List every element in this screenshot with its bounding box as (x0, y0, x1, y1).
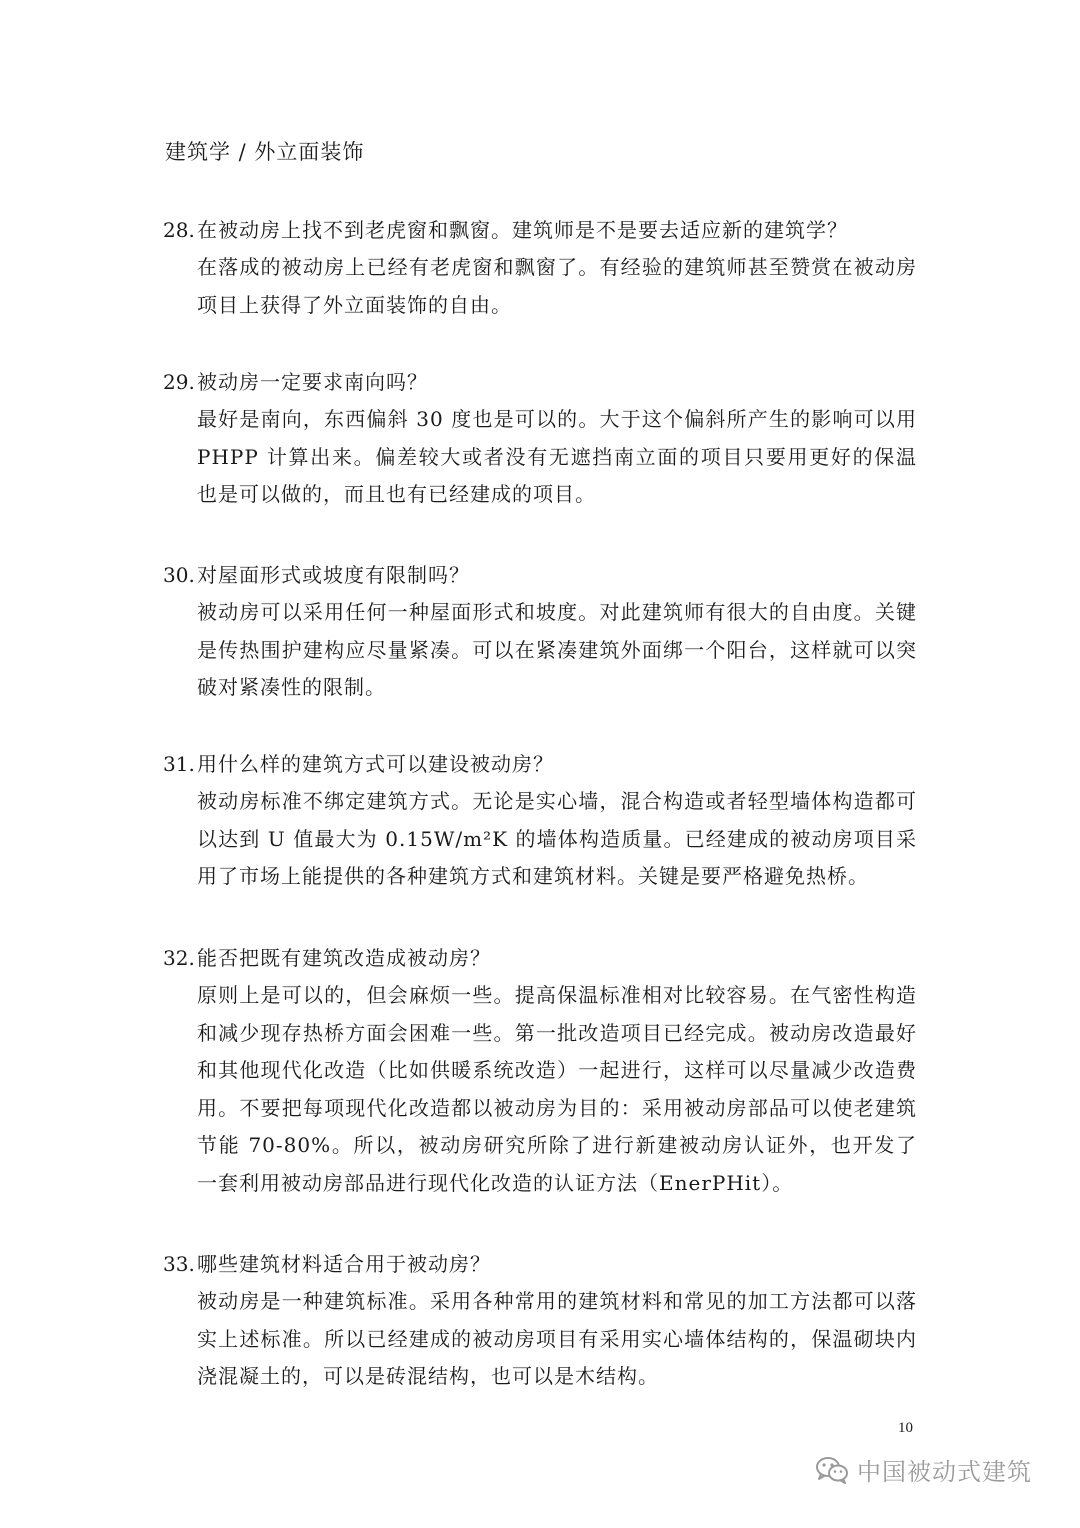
qa-item-33 (163, 1248, 923, 1396)
page-number: 10 (898, 1420, 913, 1436)
question (163, 214, 923, 246)
answer-text: 被动房是一种建筑标准。采用各种常用的建筑材料和常见的加工方法都可以落实上述标准。所以已经建成的被动房项目有采用实心墙体结构的，保温砌块内浇混凝土的，可以是砖混结构，也可以是木结构。 (197, 1289, 917, 1388)
qa-item-29 (163, 366, 923, 514)
question-text: 用什么样的建筑方式可以建设被动房？ (197, 752, 554, 776)
answer-text: 原则上是可以的，但会麻烦一些。提高保温标准相对比较容易。在气密性构造和减少现存热桥方面会困难一些。第一批改造项目已经完成。被动房改造最好和其他现代化改造（比如供暖系统改造）一起进行，这样可以尽量减少改造费用。不要把每项现代化改造都以被动房为目的：采用被动房部品可以使老建筑节能 70-80%。所以，被动房研究所除了进行新建被动房认证外，也开发了一套利用被动房部品进行现代化改造的认证方法（EnerPHit）。 (197, 983, 917, 1195)
qa-item-28 (163, 214, 923, 324)
question-number: 32. (163, 946, 195, 970)
question (163, 1248, 923, 1280)
answer-text: 在落成的被动房上已经有老虎窗和飘窗了。有经验的建筑师甚至赞赏在被动房项目上获得了外立面装饰的自由。 (197, 255, 917, 317)
question-text: 被动房一定要求南向吗？ (197, 370, 428, 394)
section-title: 建筑学 / 外立面装饰 (165, 140, 365, 164)
watermark (815, 1452, 1032, 1487)
wechat-icon (815, 1456, 849, 1484)
question-text: 在被动房上找不到老虎窗和飘窗。建筑师是不是要去适应新的建筑学？ (197, 218, 848, 242)
answer-text: 最好是南向，东西偏斜 30 度也是可以的。大于这个偏斜所产生的影响可以用 PHPP 计算出来。偏差较大或者没有无遮挡南立面的项目只要用更好的保温也是可以做的，而且也有已经建成的项目。 (197, 407, 917, 506)
qa-item-31 (163, 748, 923, 896)
qa-item-32 (163, 942, 923, 1202)
question-number: 31. (163, 752, 195, 776)
question-number: 29. (163, 370, 195, 394)
answer-text: 被动房标准不绑定建筑方式。无论是实心墙，混合构造或者轻型墙体构造都可以达到 U 值最大为 0.15W/m²K 的墙体构造质量。已经建成的被动房项目采用了市场上能提供的各种建筑方式和建筑材料。关键是要严格避免热桥。 (197, 789, 917, 888)
question (163, 748, 923, 780)
answer-text: 被动房可以采用任何一种屋面形式和坡度。对此建筑师有很大的自由度。关键是传热围护建构应尽量紧凑。可以在紧凑建筑外面绑一个阳台，这样就可以突破对紧凑性的限制。 (197, 600, 917, 699)
question (163, 366, 923, 398)
question-text: 能否把既有建筑改造成被动房？ (197, 946, 491, 970)
question (163, 559, 923, 591)
question (163, 942, 923, 974)
question-text: 哪些建筑材料适合用于被动房？ (197, 1252, 491, 1276)
watermark-text: 中国被动式建筑 (857, 1458, 1032, 1486)
question-number: 30. (163, 563, 195, 587)
question-text: 对屋面形式或坡度有限制吗？ (197, 563, 470, 587)
question-number: 28. (163, 218, 195, 242)
qa-item-30 (163, 559, 923, 707)
question-number: 33. (163, 1252, 195, 1276)
